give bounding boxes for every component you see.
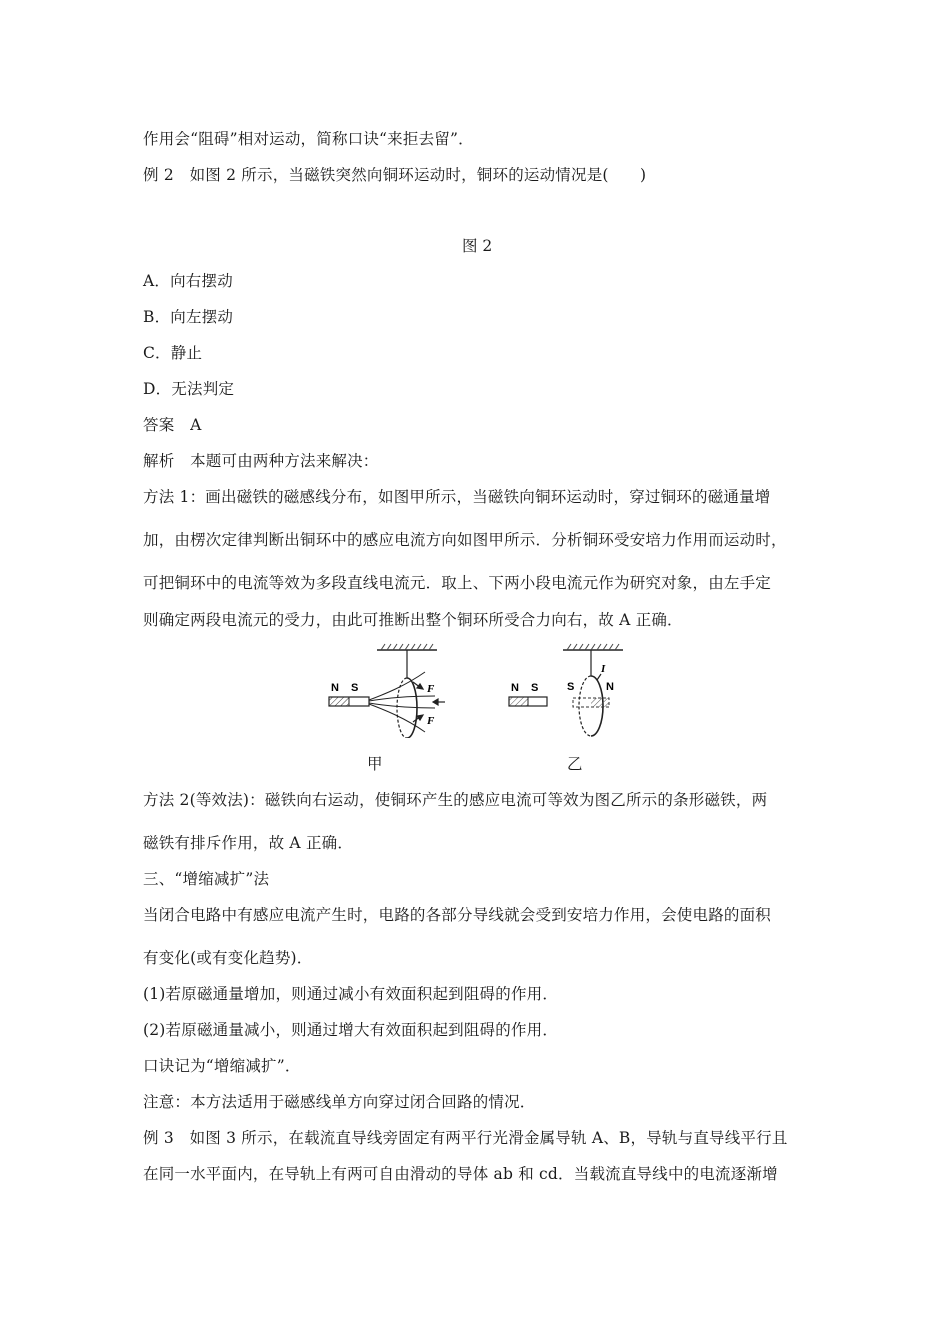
figure-jia-caption: 甲 xyxy=(367,755,383,773)
analysis-intro: 解析 本题可由两种方法来解决： xyxy=(143,452,379,470)
answer: 答案 A xyxy=(143,416,202,434)
magnet-n-label: N xyxy=(511,682,519,694)
section-body-line-2: 有变化(或有变化趋势)． xyxy=(143,949,313,967)
magnet-n-label: N xyxy=(331,682,339,694)
text-line: 作用会“阻碍”相对运动，简称口诀“来拒去留”． xyxy=(143,130,474,148)
mnemonic: 口诀记为“增缩减扩”． xyxy=(143,1057,301,1075)
example-2-question: 例 2 如图 2 所示，当磁铁突然向铜环运动时，铜环的运动情况是( ) xyxy=(143,166,647,184)
example-3-line-1: 例 3 如图 3 所示，在载流直导线旁固定有两平行光滑金属导轨 A、B，导轨与直导线平行且 xyxy=(143,1129,788,1147)
figure-jia-diagram xyxy=(325,642,475,738)
current-label: I xyxy=(601,663,606,675)
note: 注意：本方法适用于磁感线单方向穿过闭合回路的情况． xyxy=(143,1093,536,1111)
force-label-bottom: F xyxy=(427,715,435,727)
rule-1: (1)若原磁通量增加，则通过减小有效面积起到阻碍的作用． xyxy=(143,985,559,1003)
figure-yi-diagram xyxy=(505,642,635,738)
method-1-line-2: 加，由楞次定律判断出铜环中的感应电流方向如图甲所示．分析铜环受安培力作用而运动时， xyxy=(143,531,787,549)
option-b: B．向左摆动 xyxy=(143,308,234,326)
ring-s-label: S xyxy=(567,681,575,693)
rule-2: (2)若原磁通量减小，则通过增大有效面积起到阻碍的作用． xyxy=(143,1021,559,1039)
method-2-line-1: 方法 2(等效法)：磁铁向右运动，使铜环产生的感应电流可等效为图乙所示的条形磁铁，两 xyxy=(143,791,768,809)
ring-n-label: N xyxy=(606,681,614,693)
section-body-line-1: 当闭合电路中有感应电流产生时，电路的各部分导线就会受到安培力作用，会使电路的面积 xyxy=(143,906,772,924)
option-c: C．静止 xyxy=(143,344,203,362)
option-d: D．无法判定 xyxy=(143,380,235,398)
option-a: A．向右摆动 xyxy=(143,272,233,290)
method-1-line-4: 则确定两段电流元的受力，由此可推断出整个铜环所受合力向右，故 A 正确． xyxy=(143,611,683,629)
figure-yi-caption: 乙 xyxy=(567,755,583,773)
force-label-top: F xyxy=(427,683,435,695)
magnet-s-label: S xyxy=(531,682,539,694)
figure-2-caption: 图 2 xyxy=(462,237,493,255)
method-1-line-3: 可把铜环中的电流等效为多段直线电流元．取上、下两小段电流元作为研究对象，由左手定 xyxy=(143,574,772,592)
example-3-line-2: 在同一水平面内，在导轨上有两可自由滑动的导体 ab 和 cd．当载流直导线中的电流逐渐增 xyxy=(143,1165,778,1183)
method-1-line-1: 方法 1：画出磁铁的磁感线分布，如图甲所示，当磁铁向铜环运动时，穿过铜环的磁通量增 xyxy=(143,488,771,506)
magnet-s-label: S xyxy=(351,682,359,694)
method-2-line-2: 磁铁有排斥作用，故 A 正确． xyxy=(143,834,354,852)
section-heading: 三、“增缩减扩”法 xyxy=(143,870,270,888)
